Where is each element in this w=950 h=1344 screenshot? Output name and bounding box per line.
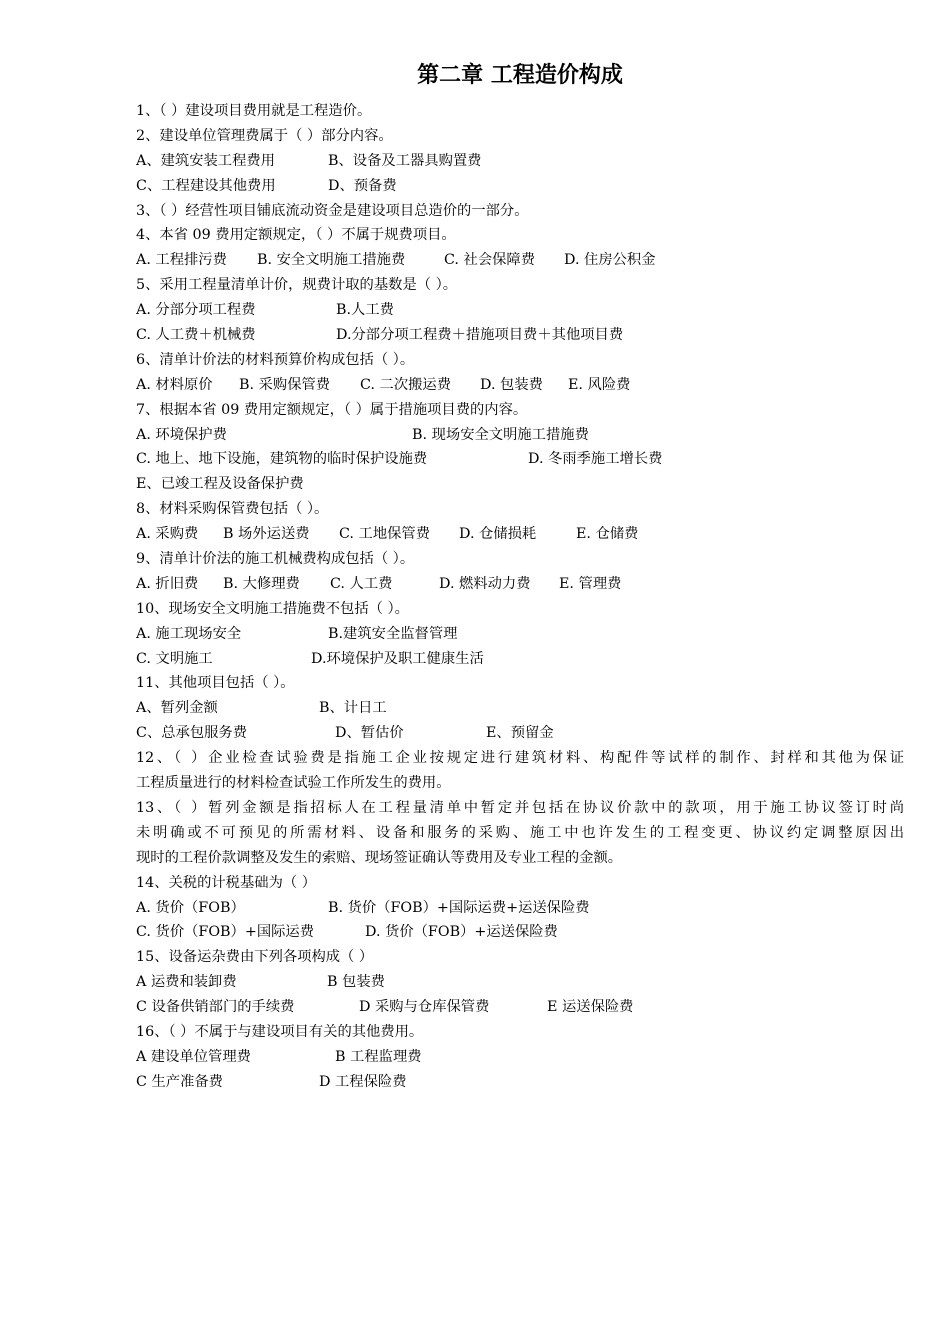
question-line: 10、现场安全文明施工措施费不包括（ ）。 [136,600,409,617]
option-line [136,248,904,273]
question-list [136,99,904,1095]
question-line: 12、（ ）企业检查试验费是指施工企业按规定进行建筑材料、构配件等试样的制作、封样和其他为保证 [136,750,904,767]
answer-option: B. 采购保管费 [239,376,331,393]
answer-option: C. 人工费＋机械费 [136,327,256,344]
question-line: 8、材料采购保管费包括（ ）。 [136,501,329,518]
answer-option: B.人工费 [336,302,394,319]
question-line: 现时的工程价款调整及发生的索赔、现场签证确认等费用及专业工程的金额。 [136,849,623,866]
answer-option: A 建设单位管理费 [136,1048,251,1065]
answer-option: D、暂估价 [335,725,404,742]
answer-option: C. 工地保管费 [339,526,431,543]
option-line [136,995,904,1020]
answer-option: D、预备费 [328,177,397,194]
question-line: 2、建设单位管理费属于（ ）部分内容。 [136,127,393,144]
answer-option: B. 现场安全文明施工措施费 [412,426,589,443]
answer-option: D. 包装费 [480,376,543,393]
answer-option: E. 管理费 [559,575,622,592]
question-line: E、已竣工程及设备保护费 [136,476,304,493]
answer-option: E. 风险费 [568,376,631,393]
option-line [136,721,904,746]
option-line [136,970,904,995]
answer-option: B 工程监理费 [335,1048,422,1065]
option-line [136,647,904,672]
question-line: 1、（ ）建设项目费用就是工程造价。 [136,103,372,119]
option-line [136,572,904,597]
question-line: 工程质量进行的材料检查试验工作所发生的费用。 [136,775,451,792]
answer-option: E 运送保险费 [547,999,634,1016]
answer-option: B. 货价（FOB）+国际运费+运送保险费 [328,899,590,916]
option-line [136,174,904,199]
answer-option: C. 社会保障费 [444,252,536,269]
option-line [136,622,904,647]
option-line [136,447,904,472]
question-line: 16、（ ）不属于与建设项目有关的其他费用。 [136,1023,424,1040]
answer-option: B 包装费 [327,974,385,991]
answer-option: D.环境保护及职工健康生活 [311,650,484,667]
answer-option: D 工程保险费 [319,1073,407,1090]
question-line: 13、（ ）暂列金额是指招标人在工程量清单中暂定并包括在协议价款中的款项，用于施工协议签订时尚 [136,799,904,816]
answer-option: D. 燃料动力费 [439,575,531,592]
option-line [136,696,904,721]
question-line: 3、（ ）经营性项目铺底流动资金是建设项目总造价的一部分。 [136,202,529,219]
question-line: 9、清单计价法的施工机械费构成包括（ ）。 [136,551,415,568]
answer-option: A. 分部分项工程费 [136,302,256,319]
option-line [136,298,904,323]
answer-option: D. 货价（FOB）+运送保险费 [365,924,558,941]
answer-option: B. 安全文明施工措施费 [257,252,406,269]
answer-option: C 生产准备费 [136,1073,223,1090]
question-line: 4、本省 09 费用定额规定，（ ）不属于规费项目。 [136,227,456,244]
answer-option: C. 二次搬运费 [360,376,452,393]
question-line: 11、其他项目包括（ ）。 [136,675,295,692]
answer-option: C 设备供销部门的手续费 [136,999,295,1016]
option-line [136,149,904,174]
option-line [136,323,904,348]
answer-option: B 场外运送费 [223,526,310,543]
option-line [136,522,904,547]
answer-option: C. 人工费 [330,575,393,592]
answer-option: A. 货价（FOB） [136,899,245,916]
option-line [136,1070,904,1095]
answer-option: C. 货价（FOB）+国际运费 [136,924,315,941]
answer-option: C. 地上、地下设施，建筑物的临时保护设施费 [136,451,428,468]
answer-option: E. 仓储费 [576,526,639,543]
option-line [136,920,904,945]
answer-option: C、工程建设其他费用 [136,177,276,194]
answer-option: A. 工程排污费 [136,252,227,269]
option-line [136,373,904,398]
answer-option: A. 折旧费 [136,575,199,592]
answer-option: A、暂列金额 [136,700,218,717]
answer-option: D. 仓储损耗 [459,526,537,543]
answer-option: A、建筑安装工程费用 [136,152,275,169]
question-line: 15、设备运杂费由下列各项构成（ ） [136,949,374,966]
answer-option: E、预留金 [486,725,554,742]
option-line [136,896,904,921]
answer-option: D 采购与仓库保管费 [359,999,490,1016]
answer-option: B、设备及工器具购置费 [328,152,482,169]
option-line [136,423,904,448]
question-line: 7、根据本省 09 费用定额规定，（ ）属于措施项目费的内容。 [136,401,528,418]
answer-option: D.分部分项工程费＋措施项目费＋其他项目费 [336,327,624,344]
option-line [136,1045,904,1070]
answer-option: D. 住房公积金 [564,252,656,269]
answer-option: B. 大修理费 [223,575,300,592]
answer-option: A. 施工现场安全 [136,625,242,642]
answer-option: A. 环境保护费 [136,426,227,443]
answer-option: B、计日工 [319,700,387,717]
answer-option: B.建筑安全监督管理 [328,625,458,642]
question-line: 14、关税的计税基础为（ ） [136,874,317,891]
answer-option: A. 采购费 [136,526,199,543]
question-line: 6、清单计价法的材料预算价构成包括（ ）。 [136,351,415,368]
question-line: 5、采用工程量清单计价，规费计取的基数是（ ）。 [136,277,458,294]
answer-option: C、总承包服务费 [136,725,248,742]
page-title: 第二章 工程造价构成 [417,62,623,88]
question-line: 未明确或不可预见的所需材料、设备和服务的采购、施工中也许发生的工程变更、协议约定调整原因出 [136,824,904,841]
answer-option: A 运费和装卸费 [136,974,237,991]
answer-option: C. 文明施工 [136,650,213,667]
answer-option: D. 冬雨季施工增长费 [528,451,663,468]
answer-option: A. 材料原价 [136,376,213,393]
